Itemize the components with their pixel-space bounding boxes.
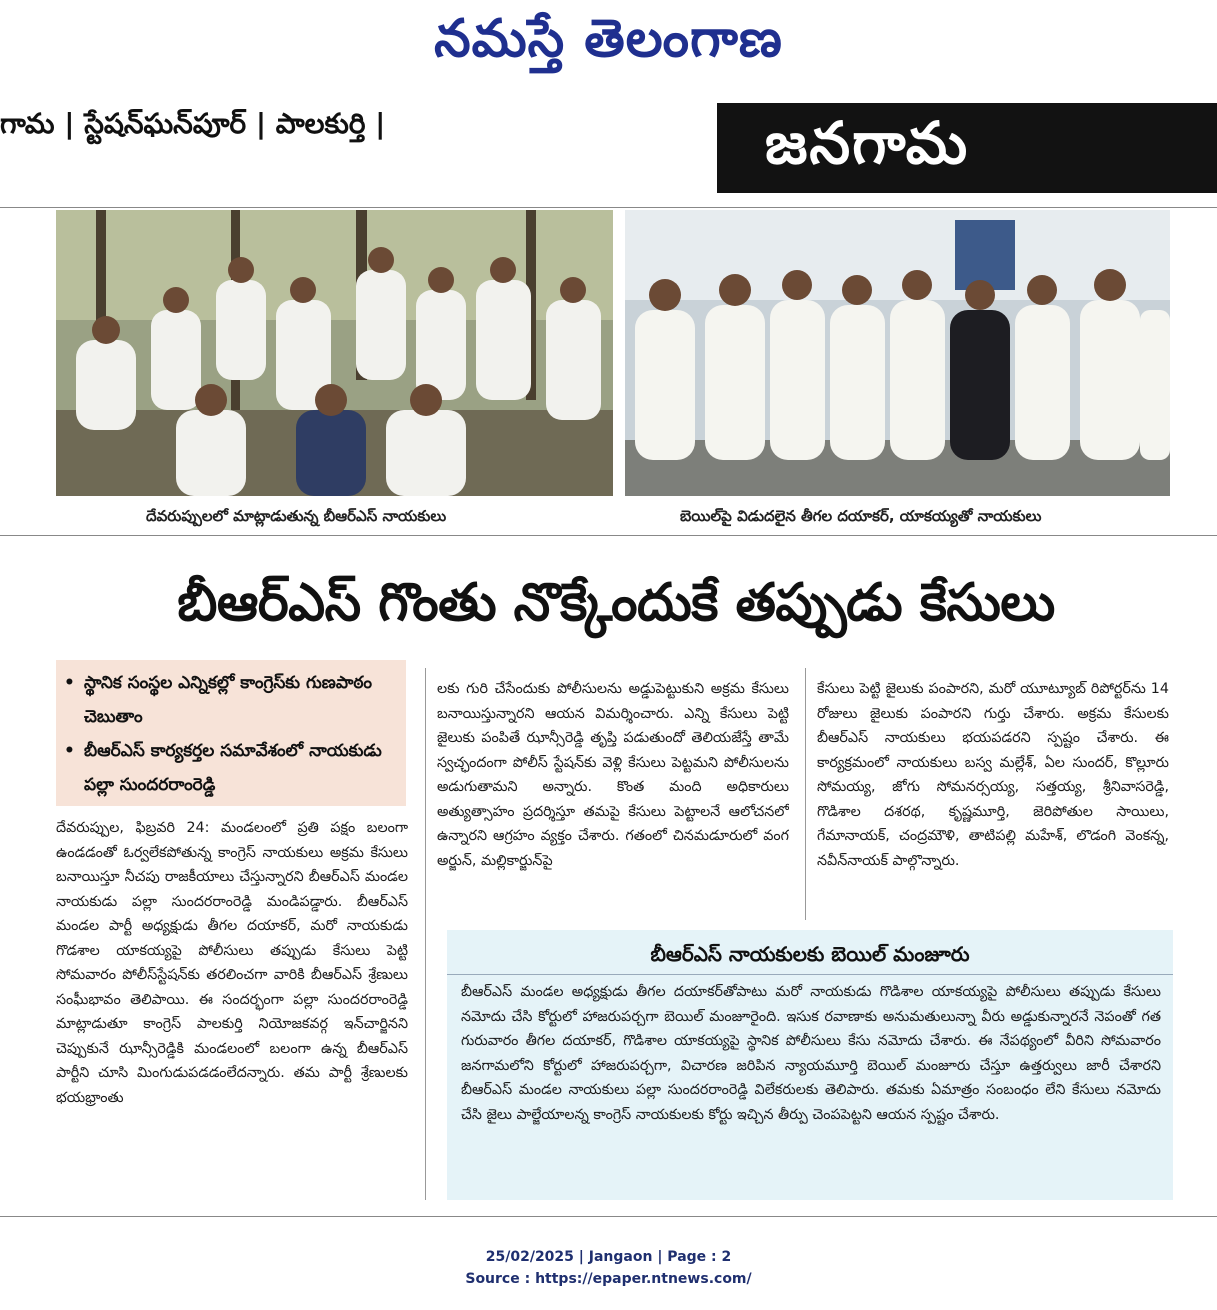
divider (0, 1216, 1217, 1217)
highlight-item (56, 666, 406, 734)
newspaper-logo: నమస్తే తెలంగాణ (434, 8, 783, 69)
article-paragraph: కేసులు పెట్టి జైలుకు పంపారని, మరో యూట్యూబ్ రిపోర్టర్‌ను 14 రోజులు జైలుకు పంపారని గుర్తు చేశారు. అక్రమ కేసులకు బీఆర్‌ఎస్ నాయకులు భయపడరని స్పష్టం చేశారు. ఈ కార్యక్రమంలో నాయకులు బస్వ మల్లేశ్, ఏల సుందర్, కొల్లూరు సోమయ్య, జోగు సోమనర్సయ్య, సత్తయ్య, శ్రీనివాసరెడ్డి, గొడిశాల దశరథ, కృష్ణమూర్తి, జెరిపోతుల సాయిలు, గేమానాయక్, చంద్రమౌళి, తాటిపల్లి మహేశ్, లొడంగి వెంకన్న, నవీన్‌నాయక్ పాల్గొన్నారు. (817, 681, 1169, 869)
article-column-1 (56, 816, 408, 1201)
divider (447, 974, 1173, 975)
edition-banner (717, 103, 1217, 193)
divider (0, 207, 1217, 208)
footer-source-link[interactable]: Source : https://epaper.ntnews.com/ (465, 1271, 752, 1287)
photo-meeting-caption: దేవరుప్పులలో మాట్లాడుతున్న బీఆర్‌ఎస్ నాయకులు (146, 507, 447, 525)
article-column-2 (437, 677, 789, 922)
bail-news-title: బీఆర్‌ఎస్ నాయకులకు బెయిల్ మంజూరు (650, 942, 970, 966)
masthead (0, 0, 1217, 80)
section-bar (0, 103, 1217, 193)
photo-meeting (56, 210, 613, 496)
bail-news-box (447, 930, 1173, 1200)
edition-title: జనగామ (765, 109, 970, 177)
bullet-icon: • (64, 673, 75, 693)
highlight-text: బీఆర్‌ఎస్ కార్యకర్తల సమావేశంలో నాయకుడు పల్లా సుందరరాంరెడ్డి (84, 741, 382, 795)
photo-leaders-image (625, 210, 1170, 496)
photo-leaders (625, 210, 1170, 496)
bullet-icon: • (64, 741, 75, 761)
highlight-text: స్థానిక సంస్థల ఎన్నికల్లో కాంగ్రెస్‌కు గుణపాఠం చెబుతాం (84, 673, 373, 727)
column-divider (425, 668, 426, 1200)
photo-leaders-caption: బెయిల్‌పై విడుదలైన తీగల దయాకర్, యాకయ్యతో నాయకులు (680, 507, 1042, 525)
headline: బీఆర్‌ఎస్ గొంతు నొక్కేందుకే తప్పుడు కేసులు (177, 572, 1055, 633)
column-divider (805, 668, 806, 920)
article-column-3 (817, 677, 1169, 922)
footer (0, 1246, 1217, 1290)
section-places: గామ | స్టేషన్‌ఘన్‌పూర్ | పాలకుర్తి | (0, 107, 386, 140)
article-paragraph: దేవరుప్పుల, ఫిబ్రవరి 24: మండలంలో ప్రతి పక్షం బలంగా ఉండడంతో ఓర్వలేకపోతున్న కాంగ్రెస్ నాయకులు అక్రమ కేసులు బనాయిస్తూ నీచపు రాజకీయాలు చేస్తున్నారని బీఆర్‌ఎస్ మండల నాయకుడు పల్లా సుందరరాంరెడ్డి మండిపడ్డారు. బీఆర్‌ఎస్ మండల పార్టీ అధ్యక్షుడు తీగల దయాకర్, మరో నాయకుడు గొడశాల యాకయ్యపై పోలీసులు తప్పుడు కేసులు పెట్టి సోమవారం పోలీస్‌స్టేషన్‌కు తరలించగా వారికి బీఆర్‌ఎస్ శ్రేణులు సంఘీభావం తెలిపాయి. ఈ సందర్భంగా పల్లా సుందరరాంరెడ్డి మాట్లాడుతూ కాంగ్రెస్ పాలకుర్తి నియోజకవర్గ ఇన్‌చార్జినని చెప్పుకునే ఝాన్సీరెడ్డికి మండలంలో బలంగా ఉన్న బీఆర్‌ఎస్ పార్టీని చూసి మింగుడుపడడంలేదన్నారు. తమ పార్టీ శ్రేణులకు భయభ్రాంతు (56, 820, 408, 1106)
highlights-box (56, 660, 406, 806)
article-paragraph: లకు గురి చేసేందుకు పోలీసులను అడ్డుపెట్టుకుని అక్రమ కేసులు బనాయిస్తున్నారని ఆయన విమర్శించారు. ఎన్ని కేసులు పెట్టి జైలుకు పంపితే ఝాన్సీరెడ్డి తృప్తి పడుతుందో తెలియజేస్తే తామే స్వచ్ఛందంగా పోలీస్ స్టేషన్‌కు వెళ్లి కేసులు పెట్టమని పోలీసులను అడుగుతామని అన్నారు. కొంత మంది అధికారులు అత్యుత్సాహం ప్రదర్శిస్తూ తమపై కేసులు పెట్టాలనే ఆలోచనలో ఉన్నారని ఆగ్రహం వ్యక్తం చేశారు. గతంలో చినమడూరులో వంగ అర్జున్, మల్లికార్జున్‌పై (437, 681, 789, 869)
footer-date-line: 25/02/2025 | Jangaon | Page : 2 (485, 1249, 732, 1265)
bail-news-text: బీఆర్‌ఎస్ మండల అధ్యక్షుడు తీగల దయాకర్‌తోపాటు మరో నాయకుడు గొడిశాల యాకయ్యపై పోలీసులు తప్పుడు కేసులు నమోదు చేసి కోర్టులో హాజరుపర్చగా బెయిల్ మంజూరైంది. ఇసుక రవాణాకు అనుమతులున్నా వీరు అడ్డుకున్నారనే నెపంతో గత గురువారం తీగల దయాకర్, గొడిశాల యాకయ్యపై స్థానిక పోలీసులు కేసు నమోదు చేశారు. ఈ నేపథ్యంలో వీరిని సోమవారం జనగామలోని కోర్టులో హాజరుపర్చగా, విచారణ జరిపిన న్యాయమూర్తి బెయిల్ మంజూరు చేస్తూ ఉత్తర్వులు జారీ చేశారని బీఆర్‌ఎస్ మండల నాయకులు పల్లా సుందరరాంరెడ్డి విలేకరులకు తెలిపారు. తమకు ఏమాత్రం సంబంధం లేని కేసులు నమోదు చేసి జైలు పాల్జేయాలన్న కాంగ్రెస్ నాయకులకు కోర్టు ఇచ్చిన తీర్పు చెంపపెట్టని ఆయన స్పష్టం చేశారు. (461, 984, 1161, 1123)
divider (0, 535, 1217, 536)
photo-meeting-image (56, 210, 613, 496)
highlight-item (56, 734, 406, 802)
